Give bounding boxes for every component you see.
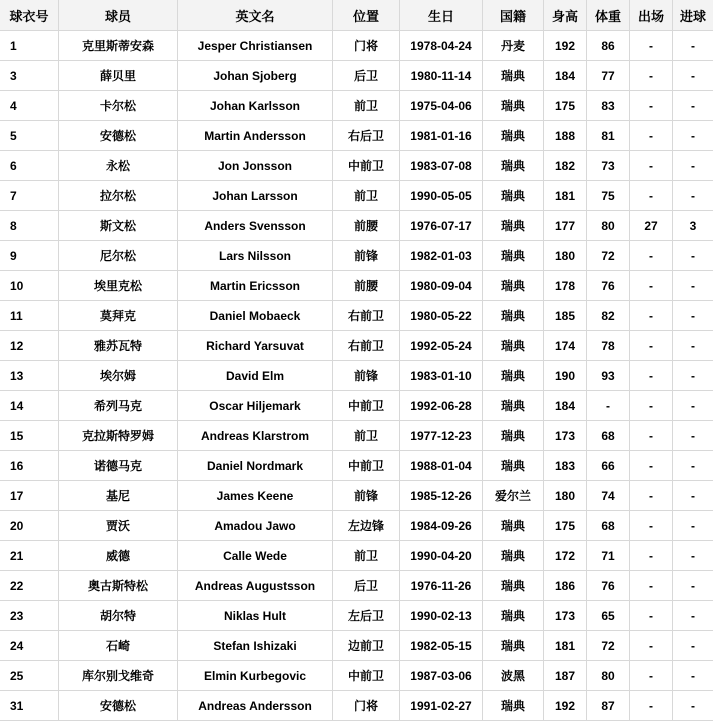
cell-number: 31 xyxy=(0,691,59,721)
cell-name-en: Johan Larsson xyxy=(178,181,333,211)
cell-name-en: Amadou Jawo xyxy=(178,511,333,541)
cell-goals: - xyxy=(673,481,713,511)
table-row xyxy=(0,391,713,421)
cell-name-cn: 雅苏瓦特 xyxy=(59,331,178,361)
cell-number: 23 xyxy=(0,601,59,631)
cell-appearances: - xyxy=(630,241,673,271)
cell-goals: - xyxy=(673,391,713,421)
cell-weight: 86 xyxy=(587,31,630,61)
cell-position: 前卫 xyxy=(333,91,400,121)
cell-nationality: 瑞典 xyxy=(483,361,544,391)
cell-weight: 76 xyxy=(587,571,630,601)
cell-number: 4 xyxy=(0,91,59,121)
cell-name-en: Johan Sjoberg xyxy=(178,61,333,91)
cell-appearances: - xyxy=(630,571,673,601)
cell-weight: 65 xyxy=(587,601,630,631)
cell-number: 20 xyxy=(0,511,59,541)
cell-dob: 1983-01-10 xyxy=(400,361,483,391)
cell-goals: - xyxy=(673,571,713,601)
cell-number: 7 xyxy=(0,181,59,211)
table-row xyxy=(0,241,713,271)
cell-nationality: 瑞典 xyxy=(483,121,544,151)
table-row xyxy=(0,91,713,121)
cell-position: 右前卫 xyxy=(333,331,400,361)
cell-goals: - xyxy=(673,31,713,61)
cell-dob: 1977-12-23 xyxy=(400,421,483,451)
cell-name-cn: 威德 xyxy=(59,541,178,571)
cell-dob: 1980-05-22 xyxy=(400,301,483,331)
cell-name-en: David Elm xyxy=(178,361,333,391)
cell-name-cn: 诺德马克 xyxy=(59,451,178,481)
cell-name-cn: 埃尔姆 xyxy=(59,361,178,391)
cell-name-en: Stefan Ishizaki xyxy=(178,631,333,661)
cell-name-cn: 库尔别戈维奇 xyxy=(59,661,178,691)
cell-weight: 80 xyxy=(587,661,630,691)
cell-goals: - xyxy=(673,421,713,451)
cell-nationality: 瑞典 xyxy=(483,571,544,601)
cell-name-en: Martin Andersson xyxy=(178,121,333,151)
cell-dob: 1982-05-15 xyxy=(400,631,483,661)
cell-position: 左后卫 xyxy=(333,601,400,631)
cell-position: 右前卫 xyxy=(333,301,400,331)
table-row xyxy=(0,181,713,211)
cell-position: 中前卫 xyxy=(333,451,400,481)
table-row xyxy=(0,121,713,151)
cell-nationality: 瑞典 xyxy=(483,331,544,361)
cell-name-cn: 安德松 xyxy=(59,121,178,151)
cell-weight: - xyxy=(587,391,630,421)
cell-name-en: Oscar Hiljemark xyxy=(178,391,333,421)
cell-appearances: - xyxy=(630,601,673,631)
cell-weight: 71 xyxy=(587,541,630,571)
cell-weight: 93 xyxy=(587,361,630,391)
cell-goals: - xyxy=(673,541,713,571)
cell-nationality: 瑞典 xyxy=(483,421,544,451)
cell-nationality: 瑞典 xyxy=(483,601,544,631)
cell-goals: - xyxy=(673,61,713,91)
cell-goals: - xyxy=(673,151,713,181)
cell-number: 13 xyxy=(0,361,59,391)
cell-appearances: - xyxy=(630,481,673,511)
cell-number: 16 xyxy=(0,451,59,481)
cell-dob: 1987-03-06 xyxy=(400,661,483,691)
cell-name-en: James Keene xyxy=(178,481,333,511)
table-row xyxy=(0,301,713,331)
cell-number: 9 xyxy=(0,241,59,271)
table-body xyxy=(0,31,713,721)
cell-name-cn: 莫拜克 xyxy=(59,301,178,331)
cell-appearances: - xyxy=(630,511,673,541)
table-row xyxy=(0,631,713,661)
cell-position: 右后卫 xyxy=(333,121,400,151)
cell-name-cn: 尼尔松 xyxy=(59,241,178,271)
cell-position: 边前卫 xyxy=(333,631,400,661)
cell-goals: - xyxy=(673,91,713,121)
cell-weight: 77 xyxy=(587,61,630,91)
cell-appearances: - xyxy=(630,421,673,451)
cell-name-en: Niklas Hult xyxy=(178,601,333,631)
table-row xyxy=(0,691,713,721)
cell-position: 前腰 xyxy=(333,271,400,301)
cell-number: 14 xyxy=(0,391,59,421)
cell-name-cn: 石崎 xyxy=(59,631,178,661)
cell-height: 180 xyxy=(544,481,587,511)
cell-name-cn: 克拉斯特罗姆 xyxy=(59,421,178,451)
cell-name-en: Andreas Klarstrom xyxy=(178,421,333,451)
cell-appearances: - xyxy=(630,61,673,91)
cell-name-en: Jon Jonsson xyxy=(178,151,333,181)
column-header-name-en: 英文名 xyxy=(178,0,333,31)
cell-position: 后卫 xyxy=(333,61,400,91)
cell-number: 17 xyxy=(0,481,59,511)
cell-height: 187 xyxy=(544,661,587,691)
cell-goals: - xyxy=(673,121,713,151)
cell-appearances: - xyxy=(630,451,673,481)
cell-name-cn: 克里斯蒂安森 xyxy=(59,31,178,61)
cell-nationality: 瑞典 xyxy=(483,151,544,181)
table-row xyxy=(0,601,713,631)
table-row xyxy=(0,361,713,391)
cell-height: 183 xyxy=(544,451,587,481)
cell-dob: 1978-04-24 xyxy=(400,31,483,61)
cell-nationality: 丹麦 xyxy=(483,31,544,61)
cell-name-en: Richard Yarsuvat xyxy=(178,331,333,361)
cell-number: 11 xyxy=(0,301,59,331)
column-header-name-cn: 球员 xyxy=(59,0,178,31)
cell-position: 前卫 xyxy=(333,181,400,211)
cell-nationality: 瑞典 xyxy=(483,181,544,211)
cell-height: 190 xyxy=(544,361,587,391)
column-header-appearances: 出场 xyxy=(630,0,673,31)
cell-number: 12 xyxy=(0,331,59,361)
cell-dob: 1976-07-17 xyxy=(400,211,483,241)
cell-dob: 1990-05-05 xyxy=(400,181,483,211)
cell-nationality: 瑞典 xyxy=(483,61,544,91)
cell-name-cn: 奥古斯特松 xyxy=(59,571,178,601)
cell-name-cn: 卡尔松 xyxy=(59,91,178,121)
cell-height: 185 xyxy=(544,301,587,331)
cell-name-cn: 斯文松 xyxy=(59,211,178,241)
cell-weight: 66 xyxy=(587,451,630,481)
cell-dob: 1980-09-04 xyxy=(400,271,483,301)
cell-name-en: Johan Karlsson xyxy=(178,91,333,121)
cell-height: 177 xyxy=(544,211,587,241)
cell-name-cn: 安德松 xyxy=(59,691,178,721)
cell-position: 前锋 xyxy=(333,241,400,271)
cell-appearances: - xyxy=(630,181,673,211)
cell-nationality: 瑞典 xyxy=(483,511,544,541)
table-row xyxy=(0,511,713,541)
cell-height: 175 xyxy=(544,91,587,121)
cell-height: 181 xyxy=(544,181,587,211)
cell-dob: 1991-02-27 xyxy=(400,691,483,721)
cell-position: 前卫 xyxy=(333,421,400,451)
cell-nationality: 瑞典 xyxy=(483,391,544,421)
cell-number: 15 xyxy=(0,421,59,451)
table-row xyxy=(0,31,713,61)
cell-name-en: Elmin Kurbegovic xyxy=(178,661,333,691)
cell-height: 173 xyxy=(544,421,587,451)
cell-height: 172 xyxy=(544,541,587,571)
cell-appearances: - xyxy=(630,661,673,691)
cell-dob: 1992-05-24 xyxy=(400,331,483,361)
cell-goals: - xyxy=(673,241,713,271)
cell-number: 22 xyxy=(0,571,59,601)
table-row xyxy=(0,571,713,601)
table-row xyxy=(0,271,713,301)
cell-height: 188 xyxy=(544,121,587,151)
cell-dob: 1982-01-03 xyxy=(400,241,483,271)
cell-position: 中前卫 xyxy=(333,391,400,421)
cell-goals: 3 xyxy=(673,211,713,241)
cell-dob: 1975-04-06 xyxy=(400,91,483,121)
cell-position: 前腰 xyxy=(333,211,400,241)
cell-appearances: 27 xyxy=(630,211,673,241)
cell-weight: 82 xyxy=(587,301,630,331)
table-row xyxy=(0,211,713,241)
cell-appearances: - xyxy=(630,301,673,331)
cell-number: 21 xyxy=(0,541,59,571)
cell-nationality: 瑞典 xyxy=(483,631,544,661)
cell-position: 前卫 xyxy=(333,541,400,571)
cell-height: 175 xyxy=(544,511,587,541)
cell-name-cn: 胡尔特 xyxy=(59,601,178,631)
cell-position: 中前卫 xyxy=(333,151,400,181)
table-row xyxy=(0,151,713,181)
column-header-weight: 体重 xyxy=(587,0,630,31)
cell-appearances: - xyxy=(630,361,673,391)
cell-height: 181 xyxy=(544,631,587,661)
cell-appearances: - xyxy=(630,391,673,421)
cell-nationality: 爱尔兰 xyxy=(483,481,544,511)
cell-name-en: Lars Nilsson xyxy=(178,241,333,271)
cell-weight: 87 xyxy=(587,691,630,721)
cell-weight: 81 xyxy=(587,121,630,151)
cell-position: 前锋 xyxy=(333,481,400,511)
cell-name-cn: 永松 xyxy=(59,151,178,181)
cell-position: 门将 xyxy=(333,691,400,721)
cell-height: 184 xyxy=(544,61,587,91)
cell-dob: 1990-02-13 xyxy=(400,601,483,631)
cell-name-en: Jesper Christiansen xyxy=(178,31,333,61)
cell-nationality: 瑞典 xyxy=(483,211,544,241)
cell-height: 182 xyxy=(544,151,587,181)
cell-goals: - xyxy=(673,661,713,691)
cell-goals: - xyxy=(673,631,713,661)
table-header xyxy=(0,0,713,31)
cell-nationality: 瑞典 xyxy=(483,541,544,571)
cell-name-cn: 希列马克 xyxy=(59,391,178,421)
cell-weight: 78 xyxy=(587,331,630,361)
cell-goals: - xyxy=(673,361,713,391)
cell-weight: 80 xyxy=(587,211,630,241)
cell-number: 5 xyxy=(0,121,59,151)
cell-name-cn: 拉尔松 xyxy=(59,181,178,211)
cell-goals: - xyxy=(673,691,713,721)
cell-height: 186 xyxy=(544,571,587,601)
cell-dob: 1992-06-28 xyxy=(400,391,483,421)
cell-weight: 76 xyxy=(587,271,630,301)
cell-position: 前锋 xyxy=(333,361,400,391)
cell-appearances: - xyxy=(630,331,673,361)
cell-name-cn: 基尼 xyxy=(59,481,178,511)
cell-nationality: 瑞典 xyxy=(483,91,544,121)
cell-appearances: - xyxy=(630,631,673,661)
cell-goals: - xyxy=(673,181,713,211)
cell-appearances: - xyxy=(630,31,673,61)
table-row xyxy=(0,541,713,571)
cell-dob: 1990-04-20 xyxy=(400,541,483,571)
cell-height: 184 xyxy=(544,391,587,421)
cell-nationality: 瑞典 xyxy=(483,301,544,331)
cell-name-cn: 贾沃 xyxy=(59,511,178,541)
cell-name-en: Calle Wede xyxy=(178,541,333,571)
cell-number: 10 xyxy=(0,271,59,301)
cell-height: 192 xyxy=(544,691,587,721)
cell-appearances: - xyxy=(630,121,673,151)
cell-number: 6 xyxy=(0,151,59,181)
column-header-nationality: 国籍 xyxy=(483,0,544,31)
cell-position: 门将 xyxy=(333,31,400,61)
table-row xyxy=(0,451,713,481)
cell-dob: 1984-09-26 xyxy=(400,511,483,541)
cell-name-cn: 埃里克松 xyxy=(59,271,178,301)
cell-weight: 75 xyxy=(587,181,630,211)
cell-goals: - xyxy=(673,301,713,331)
cell-goals: - xyxy=(673,331,713,361)
cell-nationality: 瑞典 xyxy=(483,451,544,481)
cell-height: 180 xyxy=(544,241,587,271)
column-header-dob: 生日 xyxy=(400,0,483,31)
cell-name-en: Anders Svensson xyxy=(178,211,333,241)
cell-name-en: Daniel Nordmark xyxy=(178,451,333,481)
cell-position: 左边锋 xyxy=(333,511,400,541)
cell-dob: 1980-11-14 xyxy=(400,61,483,91)
cell-weight: 68 xyxy=(587,511,630,541)
cell-appearances: - xyxy=(630,691,673,721)
cell-position: 中前卫 xyxy=(333,661,400,691)
cell-number: 24 xyxy=(0,631,59,661)
cell-appearances: - xyxy=(630,91,673,121)
column-header-number: 球衣号 xyxy=(0,0,59,31)
cell-goals: - xyxy=(673,271,713,301)
table-row xyxy=(0,61,713,91)
cell-height: 174 xyxy=(544,331,587,361)
cell-position: 后卫 xyxy=(333,571,400,601)
table-row xyxy=(0,331,713,361)
column-header-height: 身高 xyxy=(544,0,587,31)
cell-name-en: Martin Ericsson xyxy=(178,271,333,301)
cell-appearances: - xyxy=(630,271,673,301)
table-header-row xyxy=(0,0,713,31)
cell-nationality: 瑞典 xyxy=(483,271,544,301)
cell-dob: 1983-07-08 xyxy=(400,151,483,181)
cell-nationality: 波黑 xyxy=(483,661,544,691)
cell-nationality: 瑞典 xyxy=(483,691,544,721)
cell-dob: 1981-01-16 xyxy=(400,121,483,151)
cell-name-cn: 薛贝里 xyxy=(59,61,178,91)
cell-goals: - xyxy=(673,451,713,481)
cell-dob: 1988-01-04 xyxy=(400,451,483,481)
cell-name-en: Daniel Mobaeck xyxy=(178,301,333,331)
cell-goals: - xyxy=(673,511,713,541)
table-row xyxy=(0,481,713,511)
cell-height: 192 xyxy=(544,31,587,61)
cell-height: 173 xyxy=(544,601,587,631)
cell-appearances: - xyxy=(630,151,673,181)
cell-weight: 72 xyxy=(587,241,630,271)
cell-height: 178 xyxy=(544,271,587,301)
table-row xyxy=(0,661,713,691)
cell-number: 3 xyxy=(0,61,59,91)
cell-nationality: 瑞典 xyxy=(483,241,544,271)
cell-appearances: - xyxy=(630,541,673,571)
column-header-goals: 进球 xyxy=(673,0,713,31)
cell-weight: 73 xyxy=(587,151,630,181)
cell-number: 25 xyxy=(0,661,59,691)
cell-name-en: Andreas Augustsson xyxy=(178,571,333,601)
column-header-position: 位置 xyxy=(333,0,400,31)
cell-number: 8 xyxy=(0,211,59,241)
cell-weight: 68 xyxy=(587,421,630,451)
cell-weight: 74 xyxy=(587,481,630,511)
cell-name-en: Andreas Andersson xyxy=(178,691,333,721)
cell-weight: 72 xyxy=(587,631,630,661)
cell-weight: 83 xyxy=(587,91,630,121)
cell-number: 1 xyxy=(0,31,59,61)
cell-goals: - xyxy=(673,601,713,631)
cell-dob: 1985-12-26 xyxy=(400,481,483,511)
table-row xyxy=(0,421,713,451)
cell-dob: 1976-11-26 xyxy=(400,571,483,601)
